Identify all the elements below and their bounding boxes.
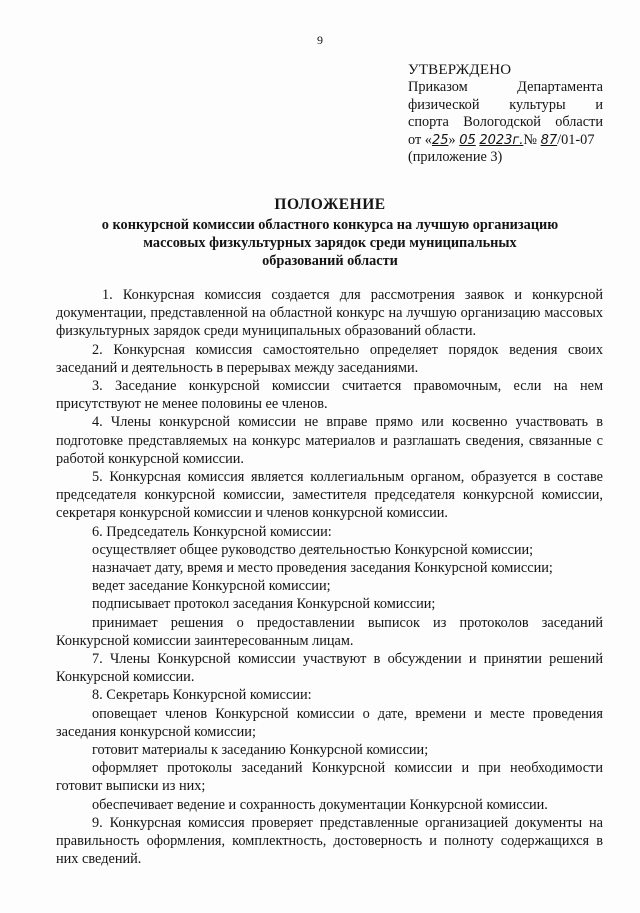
- list-item: подписывает протокол заседания Конкурсной комиссии;: [92, 596, 436, 613]
- list-item: оповещает членов Конкурсной комиссии о дате, времени и месте проведения заседания конкурсной комиссии;: [56, 705, 603, 740]
- document-title-block: [70, 196, 590, 270]
- handwritten-day: 25: [431, 132, 449, 148]
- number-sign: №: [523, 131, 541, 148]
- document-subtitle-line: о конкурсной комиссии областного конкурса на лучшую организацию: [101, 217, 559, 233]
- list-item: обеспечивает ведение и сохранность документации Конкурсной комиссии.: [92, 796, 548, 813]
- paragraph-1: 1. Конкурсная комиссия создается для рассмотрения заявок и конкурсной документации, представленной на областной конкурс на лучшую организацию массовых физкультурных зарядок среди муниципальных образований области.: [56, 287, 603, 340]
- document-heading: ПОЛОЖЕНИЕ: [274, 196, 386, 213]
- approval-title: УТВЕРЖДЕНО: [408, 62, 512, 78]
- document-body: [56, 286, 603, 869]
- paragraph-6: 6. Председатель Конкурсной комиссии:: [92, 523, 332, 540]
- list-item: оформляет протоколы заседаний Конкурсной комиссии и при необходимости готовит выписки из них;: [56, 760, 603, 795]
- paragraph-2: 2. Конкурсная комиссия самостоятельно определяет порядок ведения своих заседаний и деятельность в перерывах между заседаниями.: [56, 341, 603, 376]
- list-item: ведет заседание Конкурсной комиссии;: [92, 578, 331, 595]
- paragraph-3: 3. Заседание конкурсной комиссии считается правомочным, если на нем присутствуют не менее половины ее членов.: [56, 378, 603, 413]
- approval-line: Приказом Департамента: [408, 79, 603, 96]
- date-prefix: от «: [408, 131, 432, 148]
- date-sep: »: [448, 131, 460, 148]
- approval-stamp: [408, 61, 603, 167]
- handwritten-year: 2023г.: [479, 132, 524, 148]
- paragraph-4: 4. Члены конкурсной комиссии не вправе прямо или косвенно участвовать в подготовке представляемых на конкурс материалов и разглашать сведения, связанные с работой конкурсной комиссии.: [56, 414, 603, 467]
- approval-date-line: [408, 132, 603, 150]
- approval-line: спорта Вологодской области: [408, 114, 603, 131]
- handwritten-number: 87: [540, 132, 558, 148]
- approval-attachment: (приложение 3): [408, 149, 503, 166]
- handwritten-month: 05: [459, 132, 476, 148]
- document-subtitle-line: образований области: [262, 253, 398, 269]
- approval-line: физической культуры и: [408, 96, 603, 113]
- page-number: 9: [317, 33, 323, 47]
- paragraph-7: 7. Члены Конкурсной комиссии участвуют в обсуждении и принятии решений Конкурсной комиссии.: [56, 651, 603, 686]
- number-suffix: /01-07: [557, 131, 595, 148]
- list-item: готовит материалы к заседанию Конкурсной комиссии;: [92, 742, 429, 759]
- paragraph-9: 9. Конкурсная комиссия проверяет представленные организацией документы на правильность оформления, комплектность, достоверность и полноту содержащихся в них сведений.: [56, 814, 603, 868]
- document-subtitle-line: массовых физкультурных зарядок среди муниципальных: [143, 235, 517, 251]
- paragraph-8: 8. Секретарь Конкурсной комиссии:: [92, 687, 312, 704]
- paragraph-5: 5. Конкурсная комиссия является коллегиальным органом, образуется в составе председателя конкурсной комиссии, заместителя председателя конкурсной комиссии, секретаря конкурсной комиссии и членов конкурсной комиссии.: [56, 469, 603, 522]
- list-item: принимает решения о предоставлении выписок из протоколов заседаний Конкурсной комиссии заинтересованным лицам.: [56, 614, 603, 649]
- list-item: осуществляет общее руководство деятельностью Конкурсной комиссии;: [92, 541, 534, 558]
- list-item: назначает дату, время и место проведения заседания Конкурсной комиссии;: [92, 560, 553, 577]
